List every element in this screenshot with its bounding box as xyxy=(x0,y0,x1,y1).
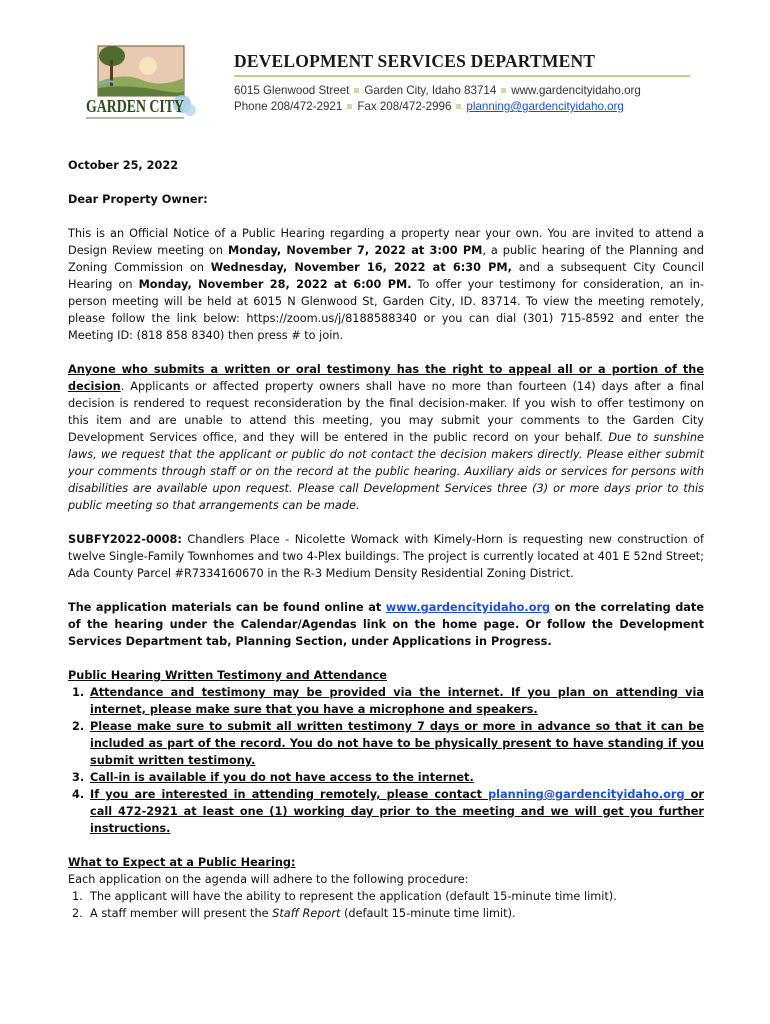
item-number: 2. xyxy=(72,907,83,920)
website-link[interactable]: www.gardencityidaho.org xyxy=(385,601,551,614)
email-link[interactable]: planning@gardencityidaho.org xyxy=(466,100,624,113)
list-item xyxy=(68,718,704,769)
file-number: SUBFY2022-0008: xyxy=(68,533,182,546)
header-rule xyxy=(234,75,690,77)
expect-heading: What to Expect at a Public Hearing: xyxy=(68,856,296,869)
notice-text: To offer your testimony for consideration, an in-person meeting will be held at 6015 N Glenwood St, Garden City, ID. 83714. To view the meeting remotely, please follow the link below: https://zoom.us/j/8188588340 or you can dial (301) 715-8592 and enter the Meeting ID: (818 858 8340) then press # to join. xyxy=(68,278,704,342)
item-text: If you are interested in attending remotely, please contact xyxy=(90,788,489,801)
item-number: 4. xyxy=(72,788,85,801)
item-number: 1. xyxy=(72,686,85,699)
expect-intro: Each application on the agenda will adhere to the following procedure: xyxy=(68,873,469,886)
item-text: Call-in is available if you do not have access to the internet. xyxy=(90,771,474,784)
item-text: (default 15-minute time limit). xyxy=(340,907,516,920)
notice-text: and a subsequent City Council Hearing on xyxy=(68,261,704,291)
item-text: Please make sure to submit all written testimony 7 days or more in advance so that it can be included as part of the record. You do not have to be physically present to have standing if you submit written testimony. xyxy=(90,720,704,767)
garden-city-logo xyxy=(78,44,206,124)
item-text: or call 472-2921 at least one (1) working day prior to the meeting and we will get you further instructions. xyxy=(90,788,705,835)
appeal-notice: Anyone who submits a written or oral testimony has the right to appeal all or a portion of the decision xyxy=(68,363,704,393)
pz-hearing-date: Wednesday, November 16, 2022 at 6:30 PM, xyxy=(210,261,512,274)
street-address: 6015 Glenwood Street xyxy=(234,84,350,97)
item-number: 1. xyxy=(72,890,83,903)
logo-wordmark: GARDEN CITY xyxy=(86,96,184,116)
item-text: The applicant will have the ability to represent the application (default 15-minute time limit). xyxy=(90,890,617,903)
separator-dot xyxy=(354,88,359,93)
list-item xyxy=(68,769,704,786)
appeal-text: Applicants or affected property owners shall have no more than fourteen (14) days after a final decision is rendered to request reconsideration by the final decision-maker. If you wish to offer testimony on this item and are unable to attend this meeting, you may submit your comments to the Garden City Development Services office, and they will be entered in the public record on your behalf. xyxy=(68,380,704,444)
materials-paragraph xyxy=(68,599,704,650)
list-item xyxy=(68,684,704,718)
list-item xyxy=(68,786,704,837)
fax-number: Fax 208/472-2996 xyxy=(357,100,452,113)
testimony-list xyxy=(68,684,704,837)
procedure-list xyxy=(68,888,704,922)
letter-body xyxy=(68,157,704,922)
design-review-date: Monday, November 7, 2022 at 3:00 PM xyxy=(227,244,483,257)
separator-dot xyxy=(501,88,506,93)
notice-paragraph xyxy=(68,225,704,344)
council-hearing-date: Monday, November 28, 2022 at 6:00 PM. xyxy=(138,278,412,291)
notice-text: This is an Official Notice of a Public Hearing regarding a property near your own. You are invited to attend a Design Review meeting on xyxy=(68,227,704,257)
appeal-paragraph xyxy=(68,361,704,514)
separator-dot xyxy=(456,104,461,109)
separator-dot xyxy=(347,104,352,109)
list-item xyxy=(68,905,704,922)
phone-number: Phone 208/472-2921 xyxy=(234,100,343,113)
website-text[interactable]: www.gardencityidaho.org xyxy=(511,84,641,97)
contact-line xyxy=(234,100,624,113)
appeal-period: . xyxy=(120,380,125,393)
department-title: DEVELOPMENT SERVICES DEPARTMENT xyxy=(234,51,596,71)
application-paragraph xyxy=(68,531,704,582)
staff-report-text: Staff Report xyxy=(272,907,341,920)
item-number: 3. xyxy=(72,771,85,784)
salutation: Dear Property Owner: xyxy=(68,193,208,206)
application-description: Chandlers Place - Nicolette Womack with Kimely-Horn is requesting new construction of twelve Single-Family Townhomes and two 4-Plex buildings. The project is currently located at 401 E 52nd Street; Ada County Parcel #R7334160670 in the R-3 Medium Density Residential Zoning District. xyxy=(68,533,704,580)
planning-email-link[interactable]: planning@gardencityidaho.org xyxy=(488,788,685,801)
city-address: Garden City, Idaho 83714 xyxy=(364,84,497,97)
list-item xyxy=(68,888,704,905)
address-line xyxy=(234,84,641,97)
materials-text: The application materials can be found online at xyxy=(68,601,386,614)
item-number: 2. xyxy=(72,720,85,733)
item-text: Attendance and testimony may be provided via the internet. If you plan on attending via internet, please make sure that you have a microphone and speakers. xyxy=(90,686,704,716)
notice-text: , a public hearing of the Planning and Zoning Commission on xyxy=(68,244,704,274)
sunshine-notice: Due to sunshine laws, we request that the applicant or public do not contact the decision makers directly. Please either submit your comments through staff or on the record at the public hearing. Auxiliary aids or services for persons with disabilities are available upon request. Please call Development Services three (3) or more days prior to this public meeting so that arrangements can be made. xyxy=(68,431,704,512)
item-text: A staff member will present the xyxy=(90,907,273,920)
testimony-heading: Public Hearing Written Testimony and Attendance xyxy=(68,669,387,682)
letter-date: October 25, 2022 xyxy=(68,159,179,172)
materials-text: on the correlating date of the hearing under the Calendar/Agendas link on the home page. Or follow the Development Services Department tab, Planning Section, under Applications in Progress. xyxy=(68,601,704,648)
